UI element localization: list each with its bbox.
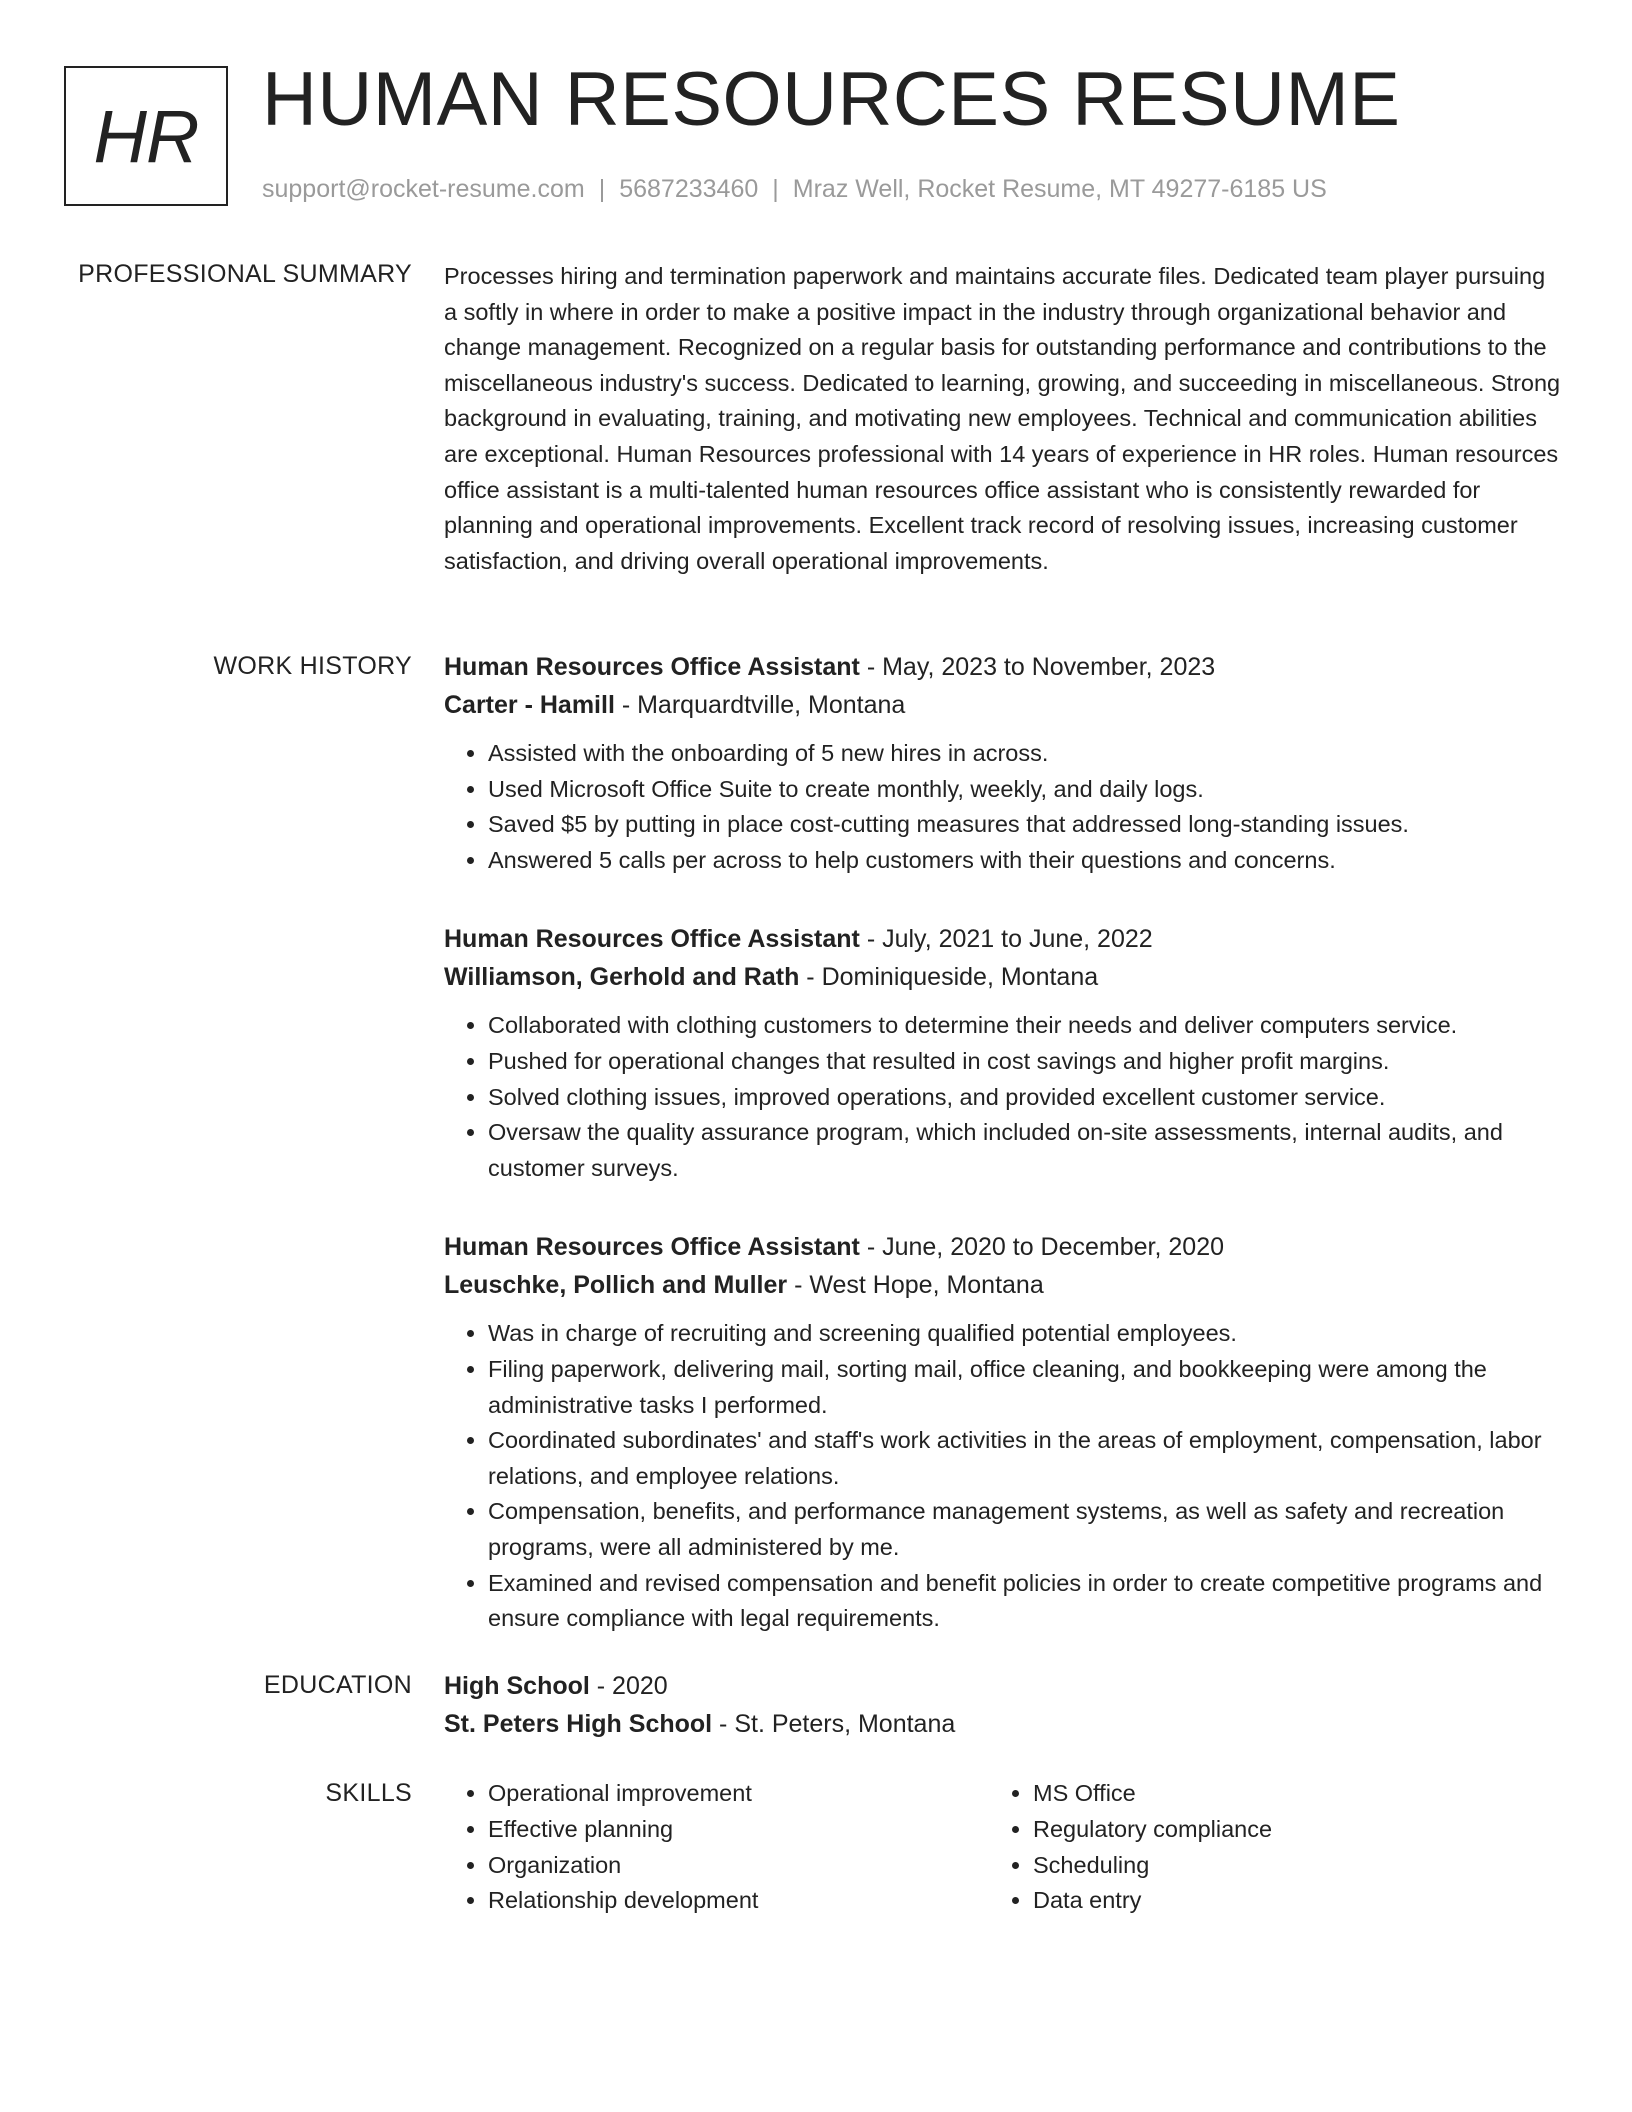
job-company-line — [444, 1266, 1564, 1304]
skill-item: • Regulatory compliance — [1033, 1812, 1534, 1848]
degree-year: - 2020 — [589, 1672, 668, 1700]
job-title-line — [444, 920, 1564, 958]
skill-item: • MS Office — [1033, 1776, 1534, 1812]
job-location: - Marquardtville, Montana — [614, 691, 906, 719]
job-entry — [444, 1228, 1564, 1636]
job-bullets — [444, 1316, 1564, 1636]
separator: | — [598, 175, 606, 203]
skills-body — [444, 1776, 1564, 1919]
section-label-summary: PROFESSIONAL SUMMARY — [78, 260, 412, 288]
list-item: • Compensation, benefits, and performance management systems, as well as safety and recreation programs, were all administered by me. — [488, 1494, 1564, 1565]
email-text: support@rocket-resume.com — [262, 175, 585, 203]
list-item: • Used Microsoft Office Suite to create monthly, weekly, and daily logs. — [488, 772, 1564, 808]
section-label-work: WORK HISTORY — [213, 652, 412, 680]
list-item: • Oversaw the quality assurance program, which included on-site assessments, internal audits, and customer surveys. — [488, 1115, 1564, 1186]
resume-title: HUMAN RESOURCES RESUME — [262, 57, 1401, 142]
job-entry — [444, 648, 1564, 878]
list-item: • Pushed for operational changes that resulted in cost savings and higher profit margins. — [488, 1044, 1564, 1080]
job-dates: - July, 2021 to June, 2022 — [859, 925, 1153, 954]
skill-item: • Scheduling — [1033, 1848, 1534, 1884]
job-location: - West Hope, Montana — [787, 1271, 1044, 1300]
monogram-logo: HR — [64, 66, 228, 206]
list-item: • Collaborated with clothing customers to determine their needs and deliver computers service. — [488, 1008, 1564, 1044]
school-name: St. Peters High School — [444, 1710, 713, 1738]
list-item: • Filing paperwork, delivering mail, sorting mail, office cleaning, and bookkeeping were among the administrative tasks I performed. — [488, 1352, 1564, 1423]
skill-item: • Organization — [488, 1848, 989, 1884]
separator: | — [772, 175, 779, 203]
degree: High School — [444, 1672, 590, 1700]
skills-grid — [444, 1776, 1564, 1919]
list-item: • Was in charge of recruiting and screening qualified potential employees. — [488, 1316, 1564, 1352]
job-bullets — [444, 736, 1564, 878]
job-dates: - June, 2020 to December, 2020 — [859, 1233, 1224, 1262]
skill-item: • Effective planning — [488, 1812, 989, 1848]
job-company: Carter - Hamill — [444, 691, 615, 719]
summary-text: Processes hiring and termination paperwork and maintains accurate files. Dedicated team player pursuing a softly in where in order to make a positive impact in the industry through organizational behavior and change management. Recognized on a regular basis for outstanding performance and contributions to the miscellaneous industry's success. Dedicated to learning, growing, and succeeding in miscellaneous. Strong background in evaluating, training, and motivating new employees. Technical and communication abilities are exceptional. Human Resources professional with 14 years of experience in HR roles. Human resources office assistant is a multi-talented human resources office assistant who is consistently rewarded for planning and operational improvements. Excellent track record of resolving issues, increasing customer satisfaction, and driving overall operational improvements. — [444, 263, 1561, 574]
job-location: - Dominiqueside, Montana — [799, 963, 1099, 992]
list-item: • Answered 5 calls per across to help customers with their questions and concerns. — [488, 843, 1564, 879]
section-label-skills: SKILLS — [325, 1779, 412, 1807]
list-item: • Assisted with the onboarding of 5 new hires in across. — [488, 736, 1564, 772]
school-location: - St. Peters, Montana — [712, 1710, 956, 1738]
skill-item: • Operational improvement — [488, 1776, 989, 1812]
skills-column-left — [444, 1776, 989, 1919]
summary-body — [444, 259, 1564, 579]
education-body — [444, 1667, 1564, 1743]
school-line — [444, 1705, 1564, 1743]
skills-list — [989, 1776, 1534, 1919]
job-company: Williamson, Gerhold and Rath — [444, 963, 800, 992]
contact-line — [262, 172, 1327, 206]
job-title: Human Resources Office Assistant — [444, 653, 860, 681]
list-item: • Examined and revised compensation and benefit policies in order to create competitive programs and ensure compliance with legal requirements. — [488, 1566, 1564, 1637]
job-company-line — [444, 958, 1564, 996]
skills-list — [444, 1776, 989, 1919]
list-item: • Solved clothing issues, improved operations, and provided excellent customer service. — [488, 1080, 1564, 1116]
address-text: Mraz Well, Rocket Resume, MT 49277-6185 US — [792, 175, 1327, 203]
list-item: • Saved $5 by putting in place cost-cutting measures that addressed long-standing issues. — [488, 807, 1564, 843]
job-company: Leuschke, Pollich and Muller — [444, 1271, 788, 1300]
job-company-line — [444, 686, 1564, 724]
phone-text: 5687233460 — [619, 175, 759, 203]
job-dates: - May, 2023 to November, 2023 — [859, 653, 1216, 681]
job-title: Human Resources Office Assistant — [444, 925, 860, 954]
skill-item: • Data entry — [1033, 1883, 1534, 1919]
job-title: Human Resources Office Assistant — [444, 1233, 860, 1262]
degree-line — [444, 1667, 1564, 1705]
job-entry — [444, 920, 1564, 1186]
skill-item: • Relationship development — [488, 1883, 989, 1919]
job-title-line — [444, 648, 1564, 686]
skills-column-right — [989, 1776, 1534, 1919]
work-history-body — [444, 648, 1564, 1679]
list-item: • Coordinated subordinates' and staff's work activities in the areas of employment, compensation, labor relations, and employee relations. — [488, 1423, 1564, 1494]
job-bullets — [444, 1008, 1564, 1186]
job-title-line — [444, 1228, 1564, 1266]
section-label-education: EDUCATION — [263, 1671, 412, 1699]
